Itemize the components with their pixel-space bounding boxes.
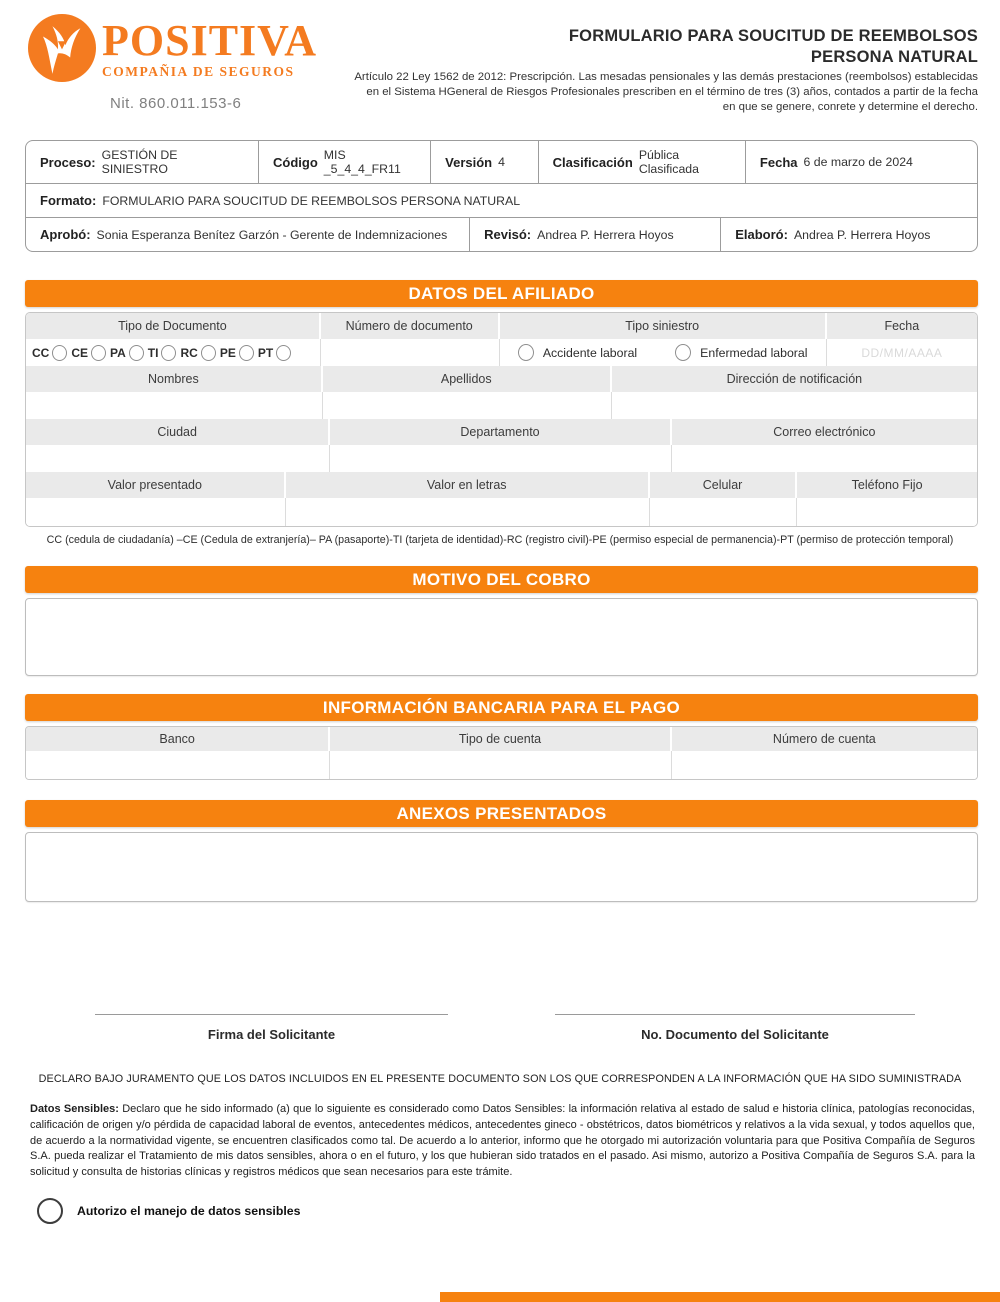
fecha-label: Fecha <box>759 154 798 170</box>
authorize-datos-sensibles-label: Autorizo el manejo de datos sensibles <box>77 1204 301 1218</box>
meta-aprobo <box>26 218 469 251</box>
proceso-value: GESTIÓN DE SINIESTRO <box>101 148 178 176</box>
accidente-laboral-label: Accidente laboral <box>542 345 638 360</box>
nombres-input[interactable] <box>26 392 323 419</box>
numero-cuenta-header: Número de cuenta <box>672 727 977 751</box>
meta-codigo <box>258 141 430 183</box>
banco-header: Banco <box>26 727 330 751</box>
datos-sensibles-paragraph <box>30 1102 975 1181</box>
codigo-label: Código <box>273 154 318 170</box>
fecha-input[interactable] <box>827 339 977 366</box>
correo-input[interactable] <box>672 445 977 472</box>
doc-cc-label: CC <box>32 345 50 360</box>
brand-block <box>28 14 318 112</box>
departamento-header: Departamento <box>330 419 671 445</box>
motivo-cobro-textarea[interactable] <box>25 598 978 676</box>
clasificacion-value: Pública Clasificada <box>638 148 699 176</box>
numero-cuenta-input[interactable] <box>672 751 977 779</box>
meta-elaboro <box>720 218 977 251</box>
doc-ti-radio[interactable] <box>161 345 176 361</box>
page-title-line2: PERSONA NATURAL <box>810 48 978 67</box>
direccion-input[interactable] <box>612 392 977 419</box>
afiliado-table <box>25 312 978 527</box>
meta-version <box>430 141 537 183</box>
proceso-label: Proceso: <box>40 154 96 170</box>
meta-fecha <box>745 141 977 183</box>
anexos-textarea[interactable] <box>25 832 978 902</box>
codigo-value: MIS _5_4_4_FR11 <box>323 148 401 176</box>
footer-accent-bar <box>440 1292 1000 1302</box>
correo-header: Correo electrónico <box>672 419 977 445</box>
numero-documento-input[interactable] <box>321 339 500 366</box>
ciudad-input[interactable] <box>26 445 330 472</box>
doc-ce-radio[interactable] <box>91 345 106 361</box>
apellidos-input[interactable] <box>323 392 612 419</box>
tipo-documento-options <box>26 339 321 366</box>
tipo-cuenta-input[interactable] <box>330 751 671 779</box>
celular-input[interactable] <box>650 498 797 526</box>
enfermedad-laboral-radio[interactable] <box>675 344 691 361</box>
ciudad-header: Ciudad <box>26 419 330 445</box>
formato-value: FORMULARIO PARA SOUCITUD DE REEMBOLSOS PERSONA NATURAL <box>102 193 521 208</box>
positiva-logo-icon <box>28 14 96 87</box>
doc-cc-radio[interactable] <box>52 345 67 361</box>
telefono-fijo-input[interactable] <box>797 498 977 526</box>
doc-ce-label: CE <box>71 345 89 360</box>
section-title-anexos: ANEXOS PRESENTADOS <box>396 803 607 823</box>
tipo-siniestro-options <box>500 339 827 366</box>
numero-documento-header: Número de documento <box>321 313 500 339</box>
valor-letras-input[interactable] <box>286 498 650 526</box>
page-title <box>538 26 978 69</box>
firma-solicitante-label: Firma del Solicitante <box>207 1027 336 1042</box>
meta-clasificacion <box>538 141 745 183</box>
banco-input[interactable] <box>26 751 330 779</box>
doc-pe-label: PE <box>219 345 236 360</box>
section-title-informacion-bancaria: INFORMACIÓN BANCARIA PARA EL PAGO <box>322 697 681 717</box>
meta-formato <box>26 184 977 217</box>
document-meta-table <box>25 140 978 252</box>
version-value: 4 <box>498 155 505 169</box>
doc-pt-label: PT <box>257 345 274 360</box>
apellidos-header: Apellidos <box>323 366 612 392</box>
valor-letras-header: Valor en letras <box>286 472 650 498</box>
meta-proceso <box>26 141 258 183</box>
elaboro-label: Elaboró: <box>735 227 788 242</box>
aprobo-value: Sonia Esperanza Benítez Garzón - Gerente de Indemnizaciones <box>96 227 448 242</box>
section-header-motivo-cobro <box>25 566 978 593</box>
legal-note: Artículo 22 Ley 1562 de 2012: Prescripción. Las mesadas pensionales y las demás prestaciones (reembolsos) establecidas en el Sistema HGeneral de Riesgos Profesionales prescriben en el término de tres (3) años, contados a partir de la fecha en que se genere, conrete y determine el derecho. <box>354 71 978 114</box>
brand-wordmark <box>102 14 317 80</box>
brand-name: POSITIVA <box>102 16 318 65</box>
tipo-cuenta-header: Tipo de cuenta <box>330 727 671 751</box>
company-nit: Nit. 860.011.153-6 <box>110 95 242 112</box>
tipo-siniestro-header: Tipo siniestro <box>500 313 827 339</box>
section-header-informacion-bancaria <box>25 694 978 721</box>
datos-sensibles-body: Declaro que he sido informado (a) que lo siguiente es considerado como Datos Sensibles: la información relativa al estado de salud e historia clínica, patologías reconocidas, calificación de origen y/o pérdida de capacidad laboral de eventos, antecedentes médicos, antecedentes gineco - obstétricos, datos biométricos y relativos a la vida sexual, y todos aquellos que, de acuerdo a la normatividad vigente, se encuentren clasificados como tal. De acuerdo a lo anterior, informo que he otorgado mi autorización voluntaria para que Positiva Compañía de Seguros S.A. pueda realizar el Tratamiento de mis datos sensibles, ahora o en el futuro, y los que hubieran sido tratados en el pasado. Asi mismo, autorizo a Positiva Compañía de Seguros S.A. para la solicitud y consulta de historias clínicas y registros médicos que sean necesarios para este trámite. <box>30 1103 975 1179</box>
valor-presentado-header: Valor presentado <box>26 472 286 498</box>
datos-sensibles-lead: Datos Sensibles: <box>30 1103 119 1115</box>
celular-header: Celular <box>650 472 797 498</box>
formato-label: Formato: <box>40 193 97 208</box>
reviso-value: Andrea P. Herrera Hoyos <box>537 227 674 242</box>
departamento-input[interactable] <box>330 445 671 472</box>
section-title-datos-afiliado: DATOS DEL AFILIADO <box>408 283 595 303</box>
authorize-datos-sensibles-radio[interactable] <box>37 1198 63 1224</box>
authorize-row <box>37 1198 300 1224</box>
doc-pe-radio[interactable] <box>239 345 254 361</box>
sworn-declaration-text: DECLARO BAJO JURAMENTO QUE LOS DATOS INCLUIDOS EN EL PRESENTE DOCUMENTO SON LOS QUE CORRESPONDEN A LA INFORMACIÓN QUE HA SIDO SUMINISTRADA <box>38 1073 962 1085</box>
section-header-anexos <box>25 800 978 827</box>
doc-rc-radio[interactable] <box>201 345 216 361</box>
documento-solicitante-line[interactable] <box>555 1014 915 1015</box>
valor-presentado-input[interactable] <box>26 498 286 526</box>
page-title-line1: FORMULARIO PARA SOUCITUD DE REEMBOLSOS <box>568 27 978 45</box>
elaboro-value: Andrea P. Herrera Hoyos <box>793 227 931 242</box>
brand-tagline: COMPAÑIA DE SEGUROS <box>102 63 295 79</box>
version-label: Versión <box>445 154 493 170</box>
reviso-label: Revisó: <box>484 227 532 242</box>
doc-pt-radio[interactable] <box>276 345 291 361</box>
direccion-header: Dirección de notificación <box>612 366 977 392</box>
doc-rc-label: RC <box>180 345 198 360</box>
clasificacion-label: Clasificación <box>552 154 633 170</box>
fecha-header: Fecha <box>827 313 977 339</box>
telefono-fijo-header: Teléfono Fijo <box>797 472 977 498</box>
meta-reviso <box>469 218 720 251</box>
aprobo-label: Aprobó: <box>40 227 91 242</box>
nombres-header: Nombres <box>26 366 323 392</box>
tipo-documento-header: Tipo de Documento <box>26 313 321 339</box>
firma-solicitante-line[interactable] <box>95 1014 448 1015</box>
accidente-laboral-radio[interactable] <box>518 344 534 361</box>
bancaria-table <box>25 726 978 780</box>
fecha-value: 6 de marzo de 2024 <box>803 155 913 169</box>
doc-pa-label: PA <box>110 345 126 360</box>
section-header-datos-afiliado <box>25 280 978 307</box>
section-title-motivo-cobro: MOTIVO DEL COBRO <box>412 569 591 589</box>
doc-ti-label: TI <box>147 345 159 360</box>
fecha-placeholder: DD/MM/AAAA <box>861 345 943 360</box>
doc-pa-radio[interactable] <box>129 345 144 361</box>
document-types-footnote: CC (cedula de ciudadanía) –CE (Cedula de extranjería)– PA (pasaporte)-TI (tarjeta de identidad)-RC (registro civil)-PE (permiso especial de permanencia)-PT (permiso de protección temporal) <box>46 534 954 546</box>
documento-solicitante-label: No. Documento del Solicitante <box>641 1027 829 1042</box>
enfermedad-laboral-label: Enfermedad laboral <box>700 345 808 360</box>
